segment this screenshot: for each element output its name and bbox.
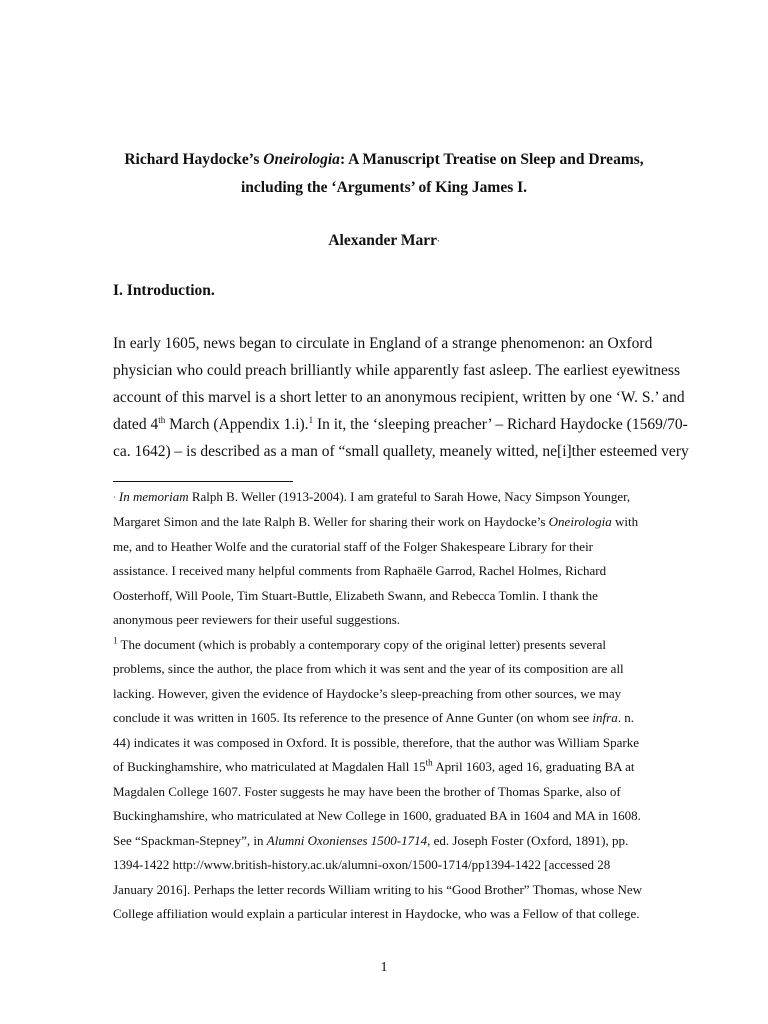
footnote-line: College affiliation would explain a particular interest in Haydocke, who was a Fellow of that college. (113, 906, 640, 922)
footnote-line: Margaret Simon and the late Ralph B. Weller for sharing their work on Haydocke’s Oneirologia with (113, 514, 639, 530)
author-footnote-mark: · (436, 236, 440, 246)
footnotes (113, 485, 658, 927)
title-line-1: Richard Haydocke’s Oneirologia: A Manuscript Treatise on Sleep and Dreams, (124, 151, 644, 168)
body-line: physician who could preach brilliantly while apparently fast asleep. The earliest eyewitness (113, 362, 680, 379)
footnote-line: See “Spackman-Stepney”, in Alumni Oxonienses 1500-1714, ed. Joseph Foster (Oxford, 1891), pp. (113, 832, 629, 848)
section-heading: I. Introduction. (113, 282, 215, 299)
footnote-line: Oosterhoff, Will Poole, Tim Stuart-Buttle, Elizabeth Swann, and Rebecca Tomlin. I thank the (113, 587, 598, 603)
body-paragraph (113, 330, 689, 465)
body-line: In early 1605, news began to circulate in England of a strange phenomenon: an Oxford (113, 335, 653, 352)
footnote-line: of Buckinghamshire, who matriculated at Magdalen Hall 15th April 1603, aged 16, graduating BA at (113, 757, 635, 775)
footnote-1-line: $^1$ The document (which is probably a contemporary copy of the original letter) presents several (113, 635, 607, 652)
footnote-url-line[interactable]: 1394-1422 http://www.british-history.ac.uk/alumni-oxon/1500-1714/pp1394-1422 [accessed 28 (113, 857, 611, 873)
body-line: dated 4th March (Appendix 1.i).$^1$ In it, the ‘sleeping preacher’ – Richard Haydocke (1569/70- (113, 414, 688, 433)
footnote-line: conclude it was written in 1605. Its reference to the presence of Anne Gunter (on whom see infra. n. (113, 710, 634, 726)
footnote-number-1: 1 (113, 635, 118, 646)
author-name: Alexander Marr· (328, 232, 440, 249)
footnote-ref-1[interactable]: 1 (308, 414, 314, 425)
title-italic-oneirologia: Oneirologia (263, 151, 340, 168)
paper-title (100, 146, 668, 202)
footnote-line: anonymous peer reviewers for their useful suggestions. (113, 612, 401, 628)
footnote-separator (113, 481, 293, 482)
footnote-line: 44) indicates it was composed in Oxford. It is possible, therefore, that the author was William Sparke (113, 734, 639, 750)
footnote-author-line: · In memoriam Ralph B. Weller (1913-2004). I am grateful to Sarah Howe, Nacy Simpson Younger, (113, 489, 631, 504)
title-line-2: including the ‘Arguments’ of King James I. (240, 179, 528, 196)
page-number: 1 (380, 960, 388, 975)
footnote-line: Magdalen College 1607. Foster suggests he may have been the brother of Thomas Sparke, also of (113, 783, 621, 799)
footnote-line: lacking. However, given the evidence of Haydocke’s sleep-preaching from other sources, we may (113, 685, 622, 701)
footnote-line: January 2016]. Perhaps the letter records William writing to his “Good Brother” Thomas, whose New (113, 881, 642, 897)
body-line: ca. 1642) – is described as a man of “small quallety, meanely witted, ne[i]ther esteemed very (113, 443, 689, 460)
body-line: account of this marvel is a short letter to an anonymous recipient, written by one ‘W. S.’ and (113, 389, 685, 406)
footnote-line: assistance. I received many helpful comments from Raphaële Garrod, Rachel Holmes, Richard (113, 563, 607, 579)
footnote-line: me, and to Heather Wolfe and the curatorial staff of the Folger Shakespeare Library for their (113, 538, 594, 554)
footnote-line: Buckinghamshire, who matriculated at New College in 1600, graduated BA in 1604 and MA in 1608. (113, 808, 641, 824)
footnote-line: problems, since the author, the place from which it was sent and the year of its composition are all (113, 661, 624, 677)
